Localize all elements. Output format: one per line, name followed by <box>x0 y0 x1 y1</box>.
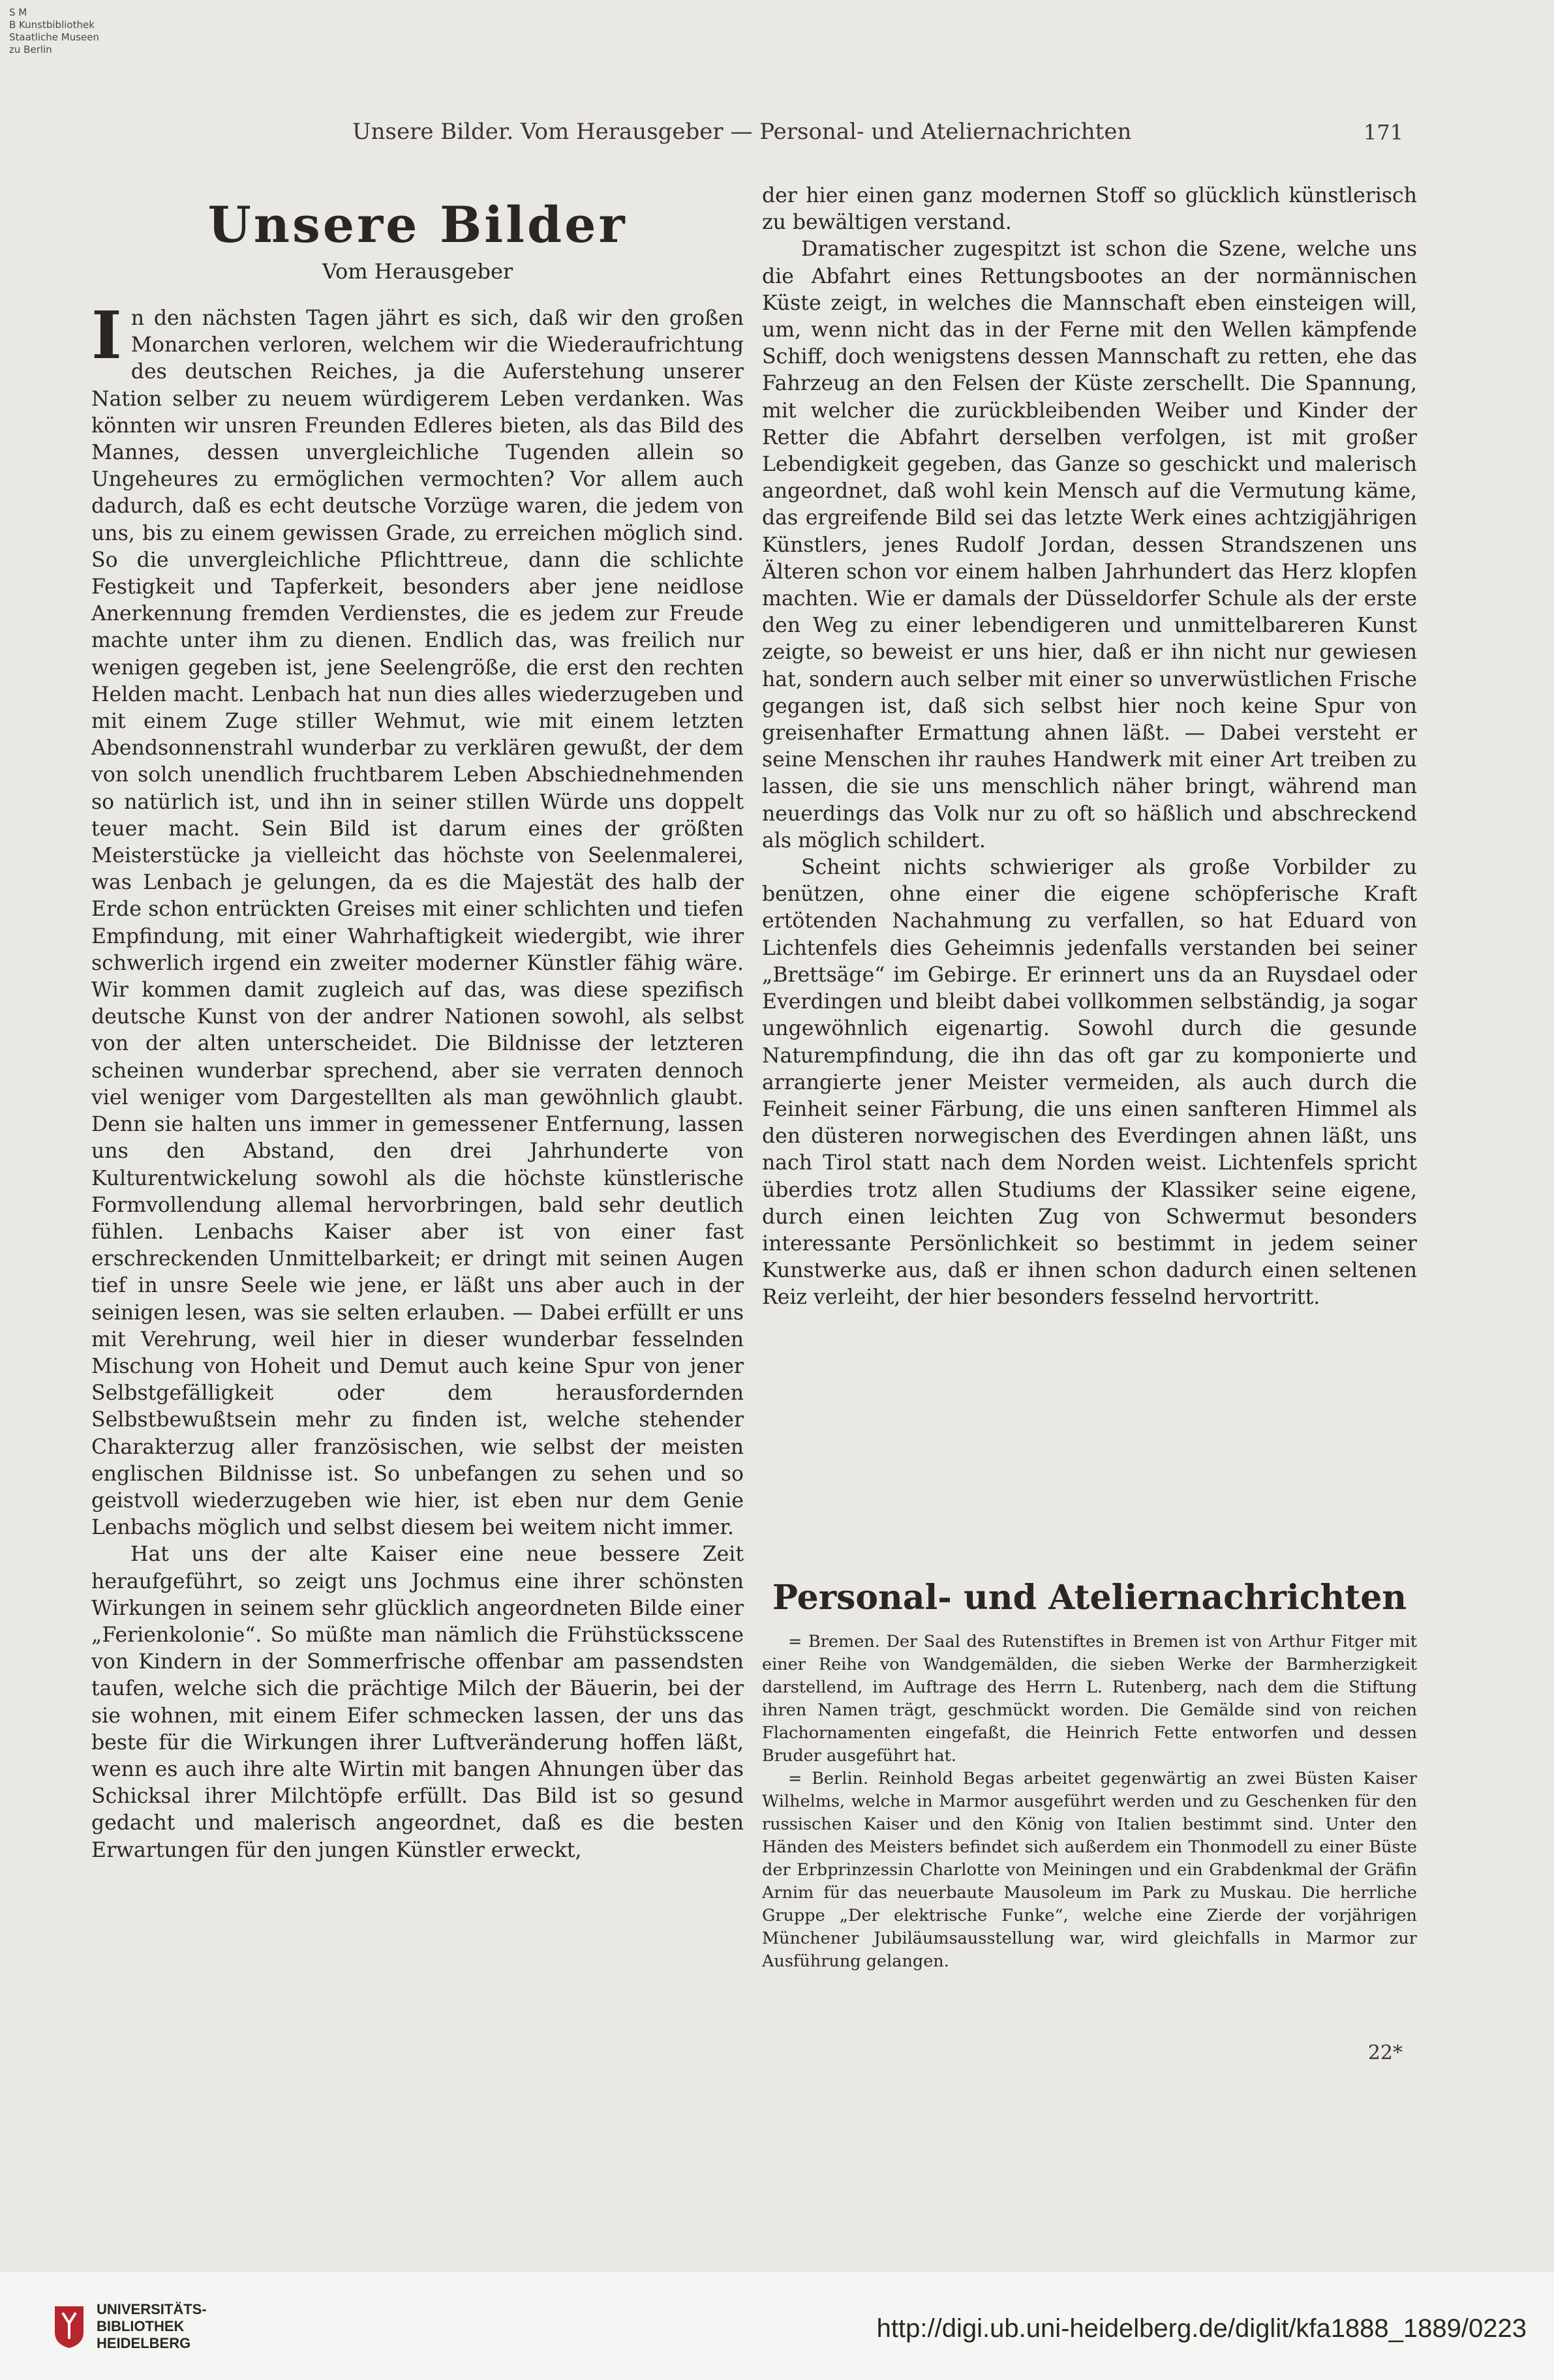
right-column <box>762 183 1417 1312</box>
news-section <box>762 1631 1417 1973</box>
article-paragraph <box>91 297 744 1541</box>
library-name-line: BIBLIOTHEK <box>97 2318 185 2334</box>
left-column <box>91 196 744 1864</box>
stamp-line: Staatliche Museen <box>9 31 99 43</box>
stamp-line: zu Berlin <box>9 44 52 55</box>
article-paragraph: Scheint nichts schwieriger als große Vorbilder zu benützen, ohne einer die eigene schöpferische Kraft ertötenden Nachahmung zu verfallen, so hat Eduard von Lichtenfels dies Geheimnis jedenfalls verstanden bei seiner „Brettsäge“ im Gebirge. Er erinnert uns da an Ruysdael oder Everdingen und bleibt dabei vollkommen selbständig, ja sogar ungewöhnlich eigenartig. Sowohl durch die gesunde Naturempfindung, die ihn das oft gar zu komponierte und arrangierte jener Meister vermeiden, als auch durch die Feinheit seiner Färbung, die uns einen sanfteren Himmel als den düsteren norwegischen des Everdingen ahnen läßt, uns nach Tirol statt nach dem Norden weist. Lichtenfels spricht überdies trotz allen Studiums der Klassiker seine eigene, durch einen leichten Zug von Schwermut besonders interessante Persönlichkeit so bestimmt in jedem seiner Kunstwerke aus, daß er ihnen schon dadurch einen seltenen Reiz verleiht, der hier besonders fesselnd hervortritt. <box>762 856 1417 1310</box>
running-head: Unsere Bilder. Vom Herausgeber — Personal- und Ateliernachrichten <box>352 119 1132 145</box>
article-paragraph: Hat uns der alte Kaiser eine neue bessere Zeit heraufgeführt, so zeigt uns Jochmus eine ihrer schönsten Wirkungen in seinem sehr glücklich angeordneten Bilde einer „Ferienkolonie“. So müßte man nämlich die Frühstücksscene von Kindern in der Sommerfrische offenbar am passendsten taufen, welche sich die prächtige Milch der Bäuerin, bei der sie wohnen, mit einem Eifer schmecken lassen, der uns das beste für die Wirkungen ihrer Luftveränderung hoffen läßt, wenn es auch ihre alte Wirtin mit bangen Ahnungen über das Schicksal ihrer Milchtöpfe erfüllt. Das Bild ist so gesund gedacht und malerisch angeordnet, daß es die besten Erwartungen für den jungen Künstler erweckt, <box>91 1543 744 1862</box>
permalink-url[interactable]: http://digi.ub.uni-heidelberg.de/diglit/kfa1888_1889/0223 <box>876 2314 1527 2343</box>
drop-cap: I <box>91 297 122 374</box>
library-stamp <box>9 7 140 56</box>
footer-bar <box>0 2272 1554 2380</box>
library-name-line: UNIVERSITÄTS- <box>97 2301 207 2317</box>
article-paragraph: Dramatischer zugespitzt ist schon die Szene, welche uns die Abfahrt eines Rettungsbootes an der normännischen Küste zeigt, in welches die Mannschaft eben einsteigen will, um, wenn nicht das in der Ferne mit den Wellen kämpfende Schiff, doch wenigstens dessen Mannschaft zu retten, ehe das Fahrzeug an den Felsen der Küste zerschellt. Die Spannung, mit welcher die zurückbleibenden Weiber und Kinder der Retter die Abfahrt derselben verfolgen, ist mit großer Lebendigkeit gegeben, das Ganze so geschickt und malerisch angeordnet, daß wohl kein Mensch auf die Vermutung käme, das ergreifende Bild sei das letzte Werk eines achtzigjährigen Künstlers, jenes Rudolf Jordan, dessen Strandszenen uns Älteren schon vor einem halben Jahrhundert das Herz klopfen machten. Wie er damals der Düsseldorfer Schule als der erste den Weg zu einer lebendigeren und unmittelbareren Kunst zeigte, so beweist er uns hier, daß er ihn nicht nur gewiesen hat, sondern auch selber mit einer so unverwüstlichen Frische gegangen ist, daß sich selbst hier noch keine Spur von greisenhafter Ermattung ahnen läßt. — Dabei versteht er seine Menschen ihr rauhes Handwerk mit einer Art treiben zu lassen, die sie uns menschlich näher bringt, während man neuerdings das Volk nur zu oft so häßlich und abschreckend als möglich schildert. <box>762 237 1417 852</box>
article-byline: Vom Herausgeber <box>322 259 513 284</box>
library-seal-icon <box>52 2304 86 2349</box>
paragraph-text: n den nächsten Tagen jährt es sich, daß wir den großen Monarchen verloren, welchem wir die Wiederaufrichtung des deutschen Reiches, ja die Auferstehung unserer Nation selber zu neuem würdigerem Leben verdanken. Was könnten wir unsren Freunden Edleres bieten, als das Bild des Mannes, dessen unvergleichliche Tugenden allein so Ungeheures zu ermöglichen vermochten? Vor allem auch dadurch, daß es echt deutsche Vorzüge waren, die jedem von uns, bis zu einem gewissen Grade, zu erreichen möglich sind. So die unvergleichliche Pflichttreue, dann die schlichte Festigkeit und Tapferkeit, besonders aber jene neidlose Anerkennung fremden Verdienstes, die es jedem zur Freude machte unter ihm zu dienen. Endlich das, was freilich nur wenigen gegeben ist, jene Seelengröße, die erst den rechten Helden macht. Lenbach hat nun dies alles wiederzugeben und mit einem Zuge stiller Wehmut, wie mit einem letzten Abendsonnenstrahl wunderbar zu verklären gewußt, der dem von solch unendlich fruchtbarem Leben Abschiednehmenden so natürlich ist, und ihn in seiner stillen Würde uns doppelt teuer macht. Sein Bild ist darum eines der größten Meisterstücke ja vielleicht das höchste von Seelenmalerei, was Lenbach je gelungen, da es die Majestät des halb der Erde schon entrückten Greises mit einer schlichten und tiefen Empfindung, mit einer Wahrhaftigkeit wiedergibt, wie ihrer schwerlich irgend ein zweiter moderner Künstler fähig wäre. Wir kommen damit zugleich auf das, was diese spezifisch deutsche Kunst von der andrer Nationen sowohl, als selbst von der alten unterscheidet. Die Bildnisse der letzteren scheinen wunderbar sprechend, aber sie verraten dennoch viel weniger vom Dargestellten als man gewöhnlich glaubt. Denn sie halten uns immer in gemessener Entfernung, lassen uns den Abstand, den drei Jahrhunderte von Kulturentwickelung sowohl als die höchste künstlerische Formvollendung allemal hervorbringen, bald sehr deutlich fühlen. Lenbachs Kaiser aber ist von einer fast erschreckenden Unmittelbarkeit; er dringt mit seinen Augen tief in unsre Seele wie jene, er läßt uns aber auch in der seinigen lesen, was sie selten erlauben. — Dabei erfüllt er uns mit Verehrung, weil hier in dieser wunderbar fesselnden Mischung von Hoheit und Demut auch keine Spur von jener Selbstgefälligkeit oder dem herausfordernden Selbstbewußtsein mehr zu finden ist, welche stehender Charakterzug aller französischen, wie selbst der meisten englischen Bildnisse ist. So unbefangen zu sehen und so geistvoll wiederzugeben wie hier, ist eben nur dem Genie Lenbachs möglich und selbst diesem bei weitem nicht immer. <box>91 307 744 1540</box>
article-title: Unsere Bilder <box>207 196 628 254</box>
article-paragraph: der hier einen ganz modernen Stoff so glücklich künstlerisch zu bewältigen verstand. <box>762 184 1417 235</box>
news-section-title: Personal- und Ateliernachrichten <box>772 1578 1407 1618</box>
signature-mark: 22* <box>1367 2041 1403 2064</box>
stamp-line: B Kunstbibliothek <box>9 19 95 31</box>
news-item: = Bremen. Der Saal des Rutenstiftes in Bremen ist von Arthur Fitger mit einer Reihe von Wandgemälden, die sieben Werke der Barmherzigkeit darstellend, im Auftrage des Herrn L. Rutenberg, nach dem die Stiftung ihren Namen trägt, geschmückt worden. Die Gemälde sind von reichen Flachornamenten eingefaßt, die Heinrich Fette entworfen und dessen Bruder ausgeführt hat. <box>762 1632 1417 1766</box>
page-number: 171 <box>1364 120 1404 145</box>
library-name <box>97 2301 266 2352</box>
stamp-line: S M <box>9 7 27 18</box>
library-name-line: HEIDELBERG <box>97 2335 191 2351</box>
news-item: = Berlin. Reinhold Begas arbeitet gegenwärtig an zwei Büsten Kaiser Wilhelms, welche in Marmor ausgeführt werden und zu Geschenken für den russischen Kaiser und den König von Italien bestimmt sind. Unter den Händen des Meisters befindet sich außerdem ein Thonmodell zu einer Büste der Erbprinzessin Charlotte von Meiningen und ein Grabdenkmal der Gräfin Arnim für das neuerbaute Mausoleum im Park zu Muskau. Die herrliche Gruppe „Der elektrische Funke“, welche eine Zierde der vorjährigen Münchener Jubiläumsausstellung war, wird gleichfalls in Marmor zur Ausführung gelangen. <box>762 1769 1417 1971</box>
